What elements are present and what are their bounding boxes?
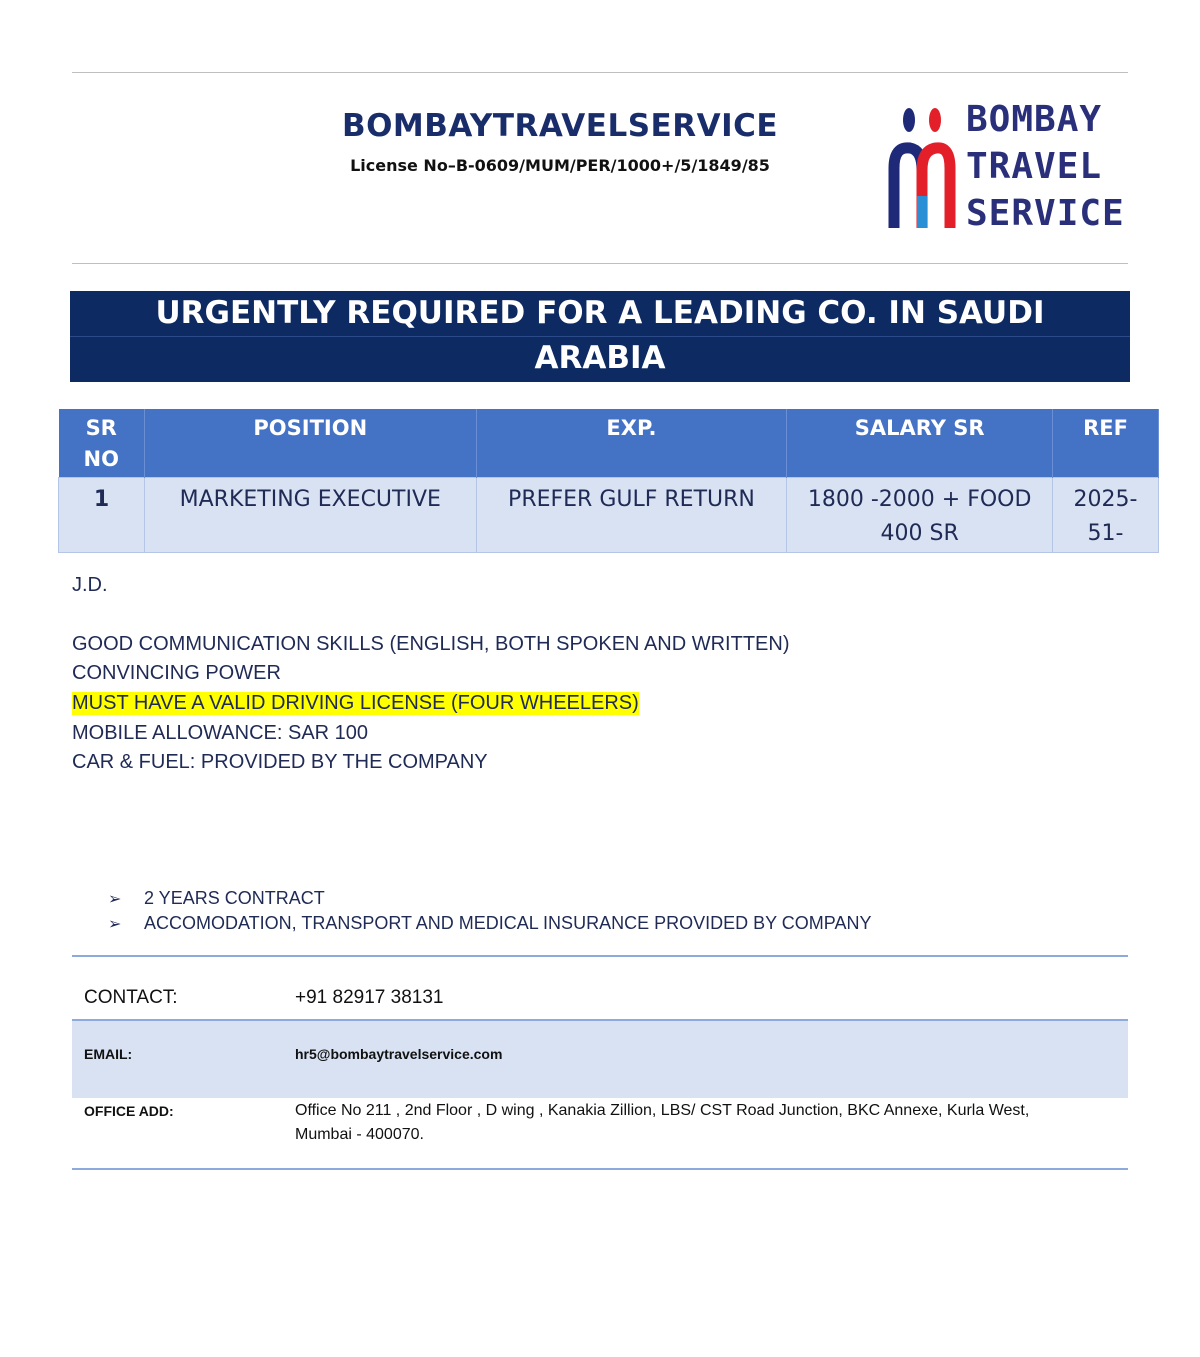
logo-word-1: BOMBAY [966, 99, 1103, 140]
header-exp: EXP. [476, 409, 787, 478]
headline-line-1: URGENTLY REQUIRED FOR A LEADING CO. IN SAUDI [155, 295, 1045, 331]
company-name: BOMBAYTRAVELSERVICE [341, 108, 779, 144]
email-row-band [72, 1020, 1128, 1098]
office-address-line-2: Mumbai - 400070. [295, 1126, 424, 1143]
office-address-label: OFFICE ADD: [84, 1103, 174, 1119]
jd-line: CAR & FUEL: PROVIDED BY THE COMPANY [72, 751, 488, 773]
benefit-text: ACCOMODATION, TRANSPORT AND MEDICAL INSURANCE PROVIDED BY COMPANY [144, 913, 872, 933]
jd-line: MOBILE ALLOWANCE: SAR 100 [72, 722, 369, 744]
logo-figures-icon [888, 96, 960, 236]
contact-top-rule [72, 955, 1128, 957]
header-sr-no: SR NO [59, 409, 145, 478]
jobs-table [58, 409, 1159, 553]
headline-line-2: ARABIA [534, 340, 666, 376]
contact-phone[interactable]: +91 82917 38131 [295, 987, 444, 1008]
header-ref: REF [1053, 409, 1159, 478]
headline-banner [70, 291, 1130, 382]
arrow-bullet-icon: ➢ [108, 891, 122, 908]
cell-salary: 1800 -2000 + FOOD 400 SR [787, 478, 1053, 553]
jd-title: J.D. [72, 574, 108, 596]
cell-sr: 1 [59, 478, 145, 553]
arrow-bullet-icon: ➢ [108, 916, 122, 933]
benefits-list [108, 886, 871, 936]
list-item [108, 911, 871, 936]
jd-line: CONVINCING POWER [72, 662, 281, 684]
cell-position: MARKETING EXECUTIVE [144, 478, 476, 553]
jd-line: GOOD COMMUNICATION SKILLS (ENGLISH, BOTH SPOKEN AND WRITTEN) [72, 633, 790, 655]
contact-email[interactable]: hr5@bombaytravelservice.com [295, 1046, 503, 1062]
logo-word-2: TRAVEL [966, 146, 1103, 187]
header-rule [72, 263, 1128, 264]
table-header-row [59, 409, 1159, 478]
contact-bottom-rule [72, 1168, 1128, 1170]
email-label: EMAIL: [84, 1046, 133, 1062]
top-rule [72, 72, 1128, 73]
company-logo [888, 96, 1125, 236]
header-salary: SALARY SR [787, 409, 1053, 478]
contact-mid-rule [72, 1019, 1128, 1021]
jd-line-highlighted: MUST HAVE A VALID DRIVING LICENSE (FOUR WHEELERS) [72, 692, 639, 714]
cell-exp: PREFER GULF RETURN [476, 478, 787, 553]
contact-label: CONTACT: [84, 987, 178, 1008]
list-item [108, 886, 871, 911]
table-row [59, 478, 1159, 553]
benefit-text: 2 YEARS CONTRACT [144, 888, 325, 908]
office-address-line-1: Office No 211 , 2nd Floor , D wing , Kanakia Zillion, LBS/ CST Road Junction, BKC Annexe, Kurla West, [295, 1102, 1030, 1119]
logo-word-3: SERVICE [966, 193, 1125, 234]
cell-ref: 2025-51- [1053, 478, 1159, 553]
header-position: POSITION [144, 409, 476, 478]
license-number: License No–B-0609/MUM/PER/1000+/5/1849/85 [350, 156, 770, 175]
